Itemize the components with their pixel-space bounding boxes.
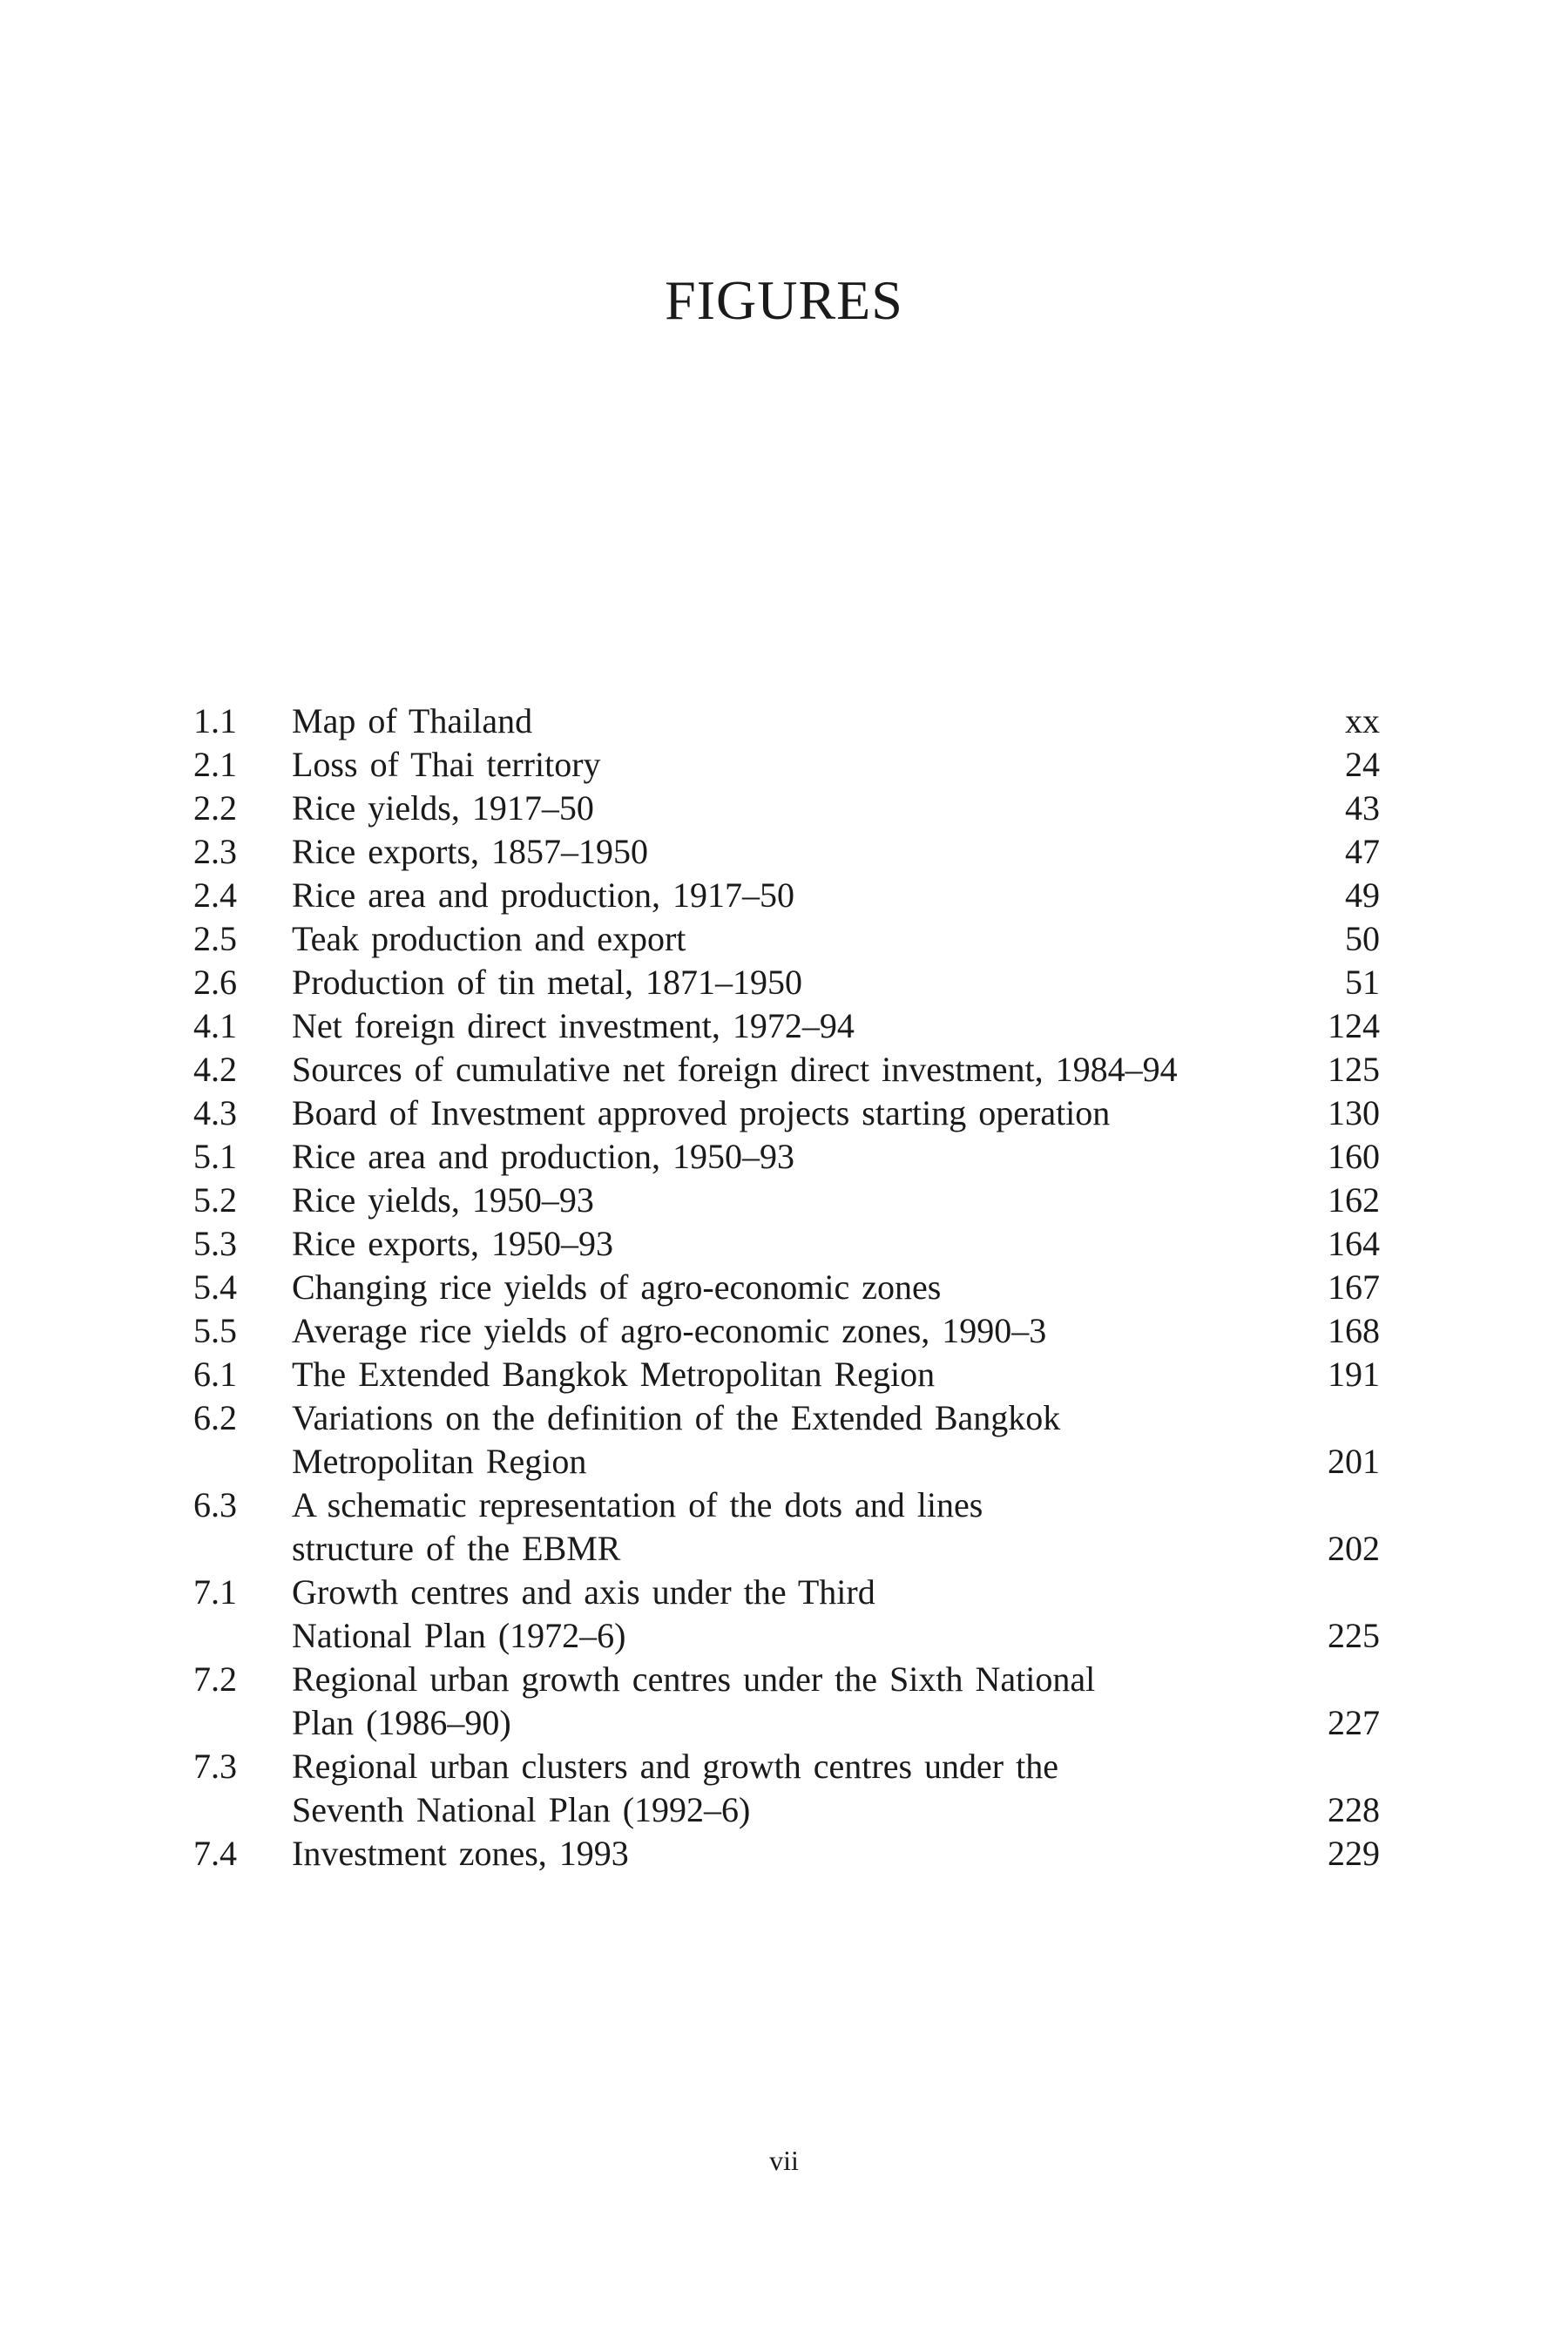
figure-number: 5.3 — [193, 1224, 237, 1263]
figure-page-number: 51 — [1345, 963, 1380, 1002]
figure-title-line: Growth centres and axis under the Third — [292, 1572, 875, 1612]
figure-title — [292, 1179, 1284, 1222]
figure-page-number: 225 — [1328, 1616, 1380, 1655]
figure-page-number: 191 — [1328, 1355, 1380, 1394]
figure-number: 5.1 — [193, 1137, 237, 1176]
figure-title-line: Rice area and production, 1917–50 — [292, 875, 794, 915]
figure-page-number: 167 — [1328, 1267, 1380, 1307]
figure-title — [292, 1135, 1284, 1179]
figure-title — [292, 1396, 1284, 1484]
figure-entry — [193, 1484, 1380, 1571]
figure-list — [193, 700, 1380, 1876]
figure-number: 7.4 — [193, 1834, 237, 1873]
figure-title-line: The Extended Bangkok Metropolitan Region — [292, 1355, 936, 1394]
figure-entry — [193, 1222, 1380, 1266]
figure-page-number: 201 — [1328, 1442, 1380, 1481]
figure-title-line: Investment zones, 1993 — [292, 1834, 629, 1873]
figure-title — [292, 961, 1284, 1004]
figure-title-line: Sources of cumulative net foreign direct investment, 1984–94 — [292, 1050, 1178, 1089]
figure-entry — [193, 1353, 1380, 1396]
figure-title-line: structure of the EBMR — [292, 1529, 621, 1568]
figure-title-line: Rice area and production, 1950–93 — [292, 1137, 794, 1176]
figure-title-line: Plan (1986–90) — [292, 1703, 511, 1742]
figure-number: 2.1 — [193, 745, 237, 784]
figure-title-line: Rice yields, 1917–50 — [292, 788, 594, 828]
figure-entry — [193, 917, 1380, 961]
figure-title-line: Rice yields, 1950–93 — [292, 1180, 594, 1220]
figure-entry — [193, 1396, 1380, 1484]
figure-title — [292, 1309, 1284, 1353]
figure-title-line: Variations on the definition of the Extended Bangkok — [292, 1398, 1061, 1437]
figure-entry — [193, 1658, 1380, 1745]
figure-title-line: Net foreign direct investment, 1972–94 — [292, 1006, 855, 1045]
figure-page-number: 130 — [1328, 1093, 1380, 1132]
figure-entry — [193, 1048, 1380, 1092]
figure-page-number: 160 — [1328, 1137, 1380, 1176]
figure-title — [292, 1484, 1284, 1571]
figure-number: 7.3 — [193, 1747, 237, 1786]
figure-title — [292, 700, 1284, 743]
page-title: FIGURES — [665, 269, 903, 331]
figure-page-number: 228 — [1328, 1790, 1380, 1829]
figure-title-line: Rice exports, 1950–93 — [292, 1224, 614, 1263]
figure-entry — [193, 1745, 1380, 1832]
figure-title-line: Regional urban growth centres under the Sixth National — [292, 1659, 1096, 1699]
figure-page-number: 49 — [1345, 875, 1380, 915]
figure-title — [292, 1048, 1284, 1092]
figure-page-number: 24 — [1345, 745, 1380, 784]
figure-title-line: Average rice yields of agro-economic zones, 1990–3 — [292, 1311, 1047, 1350]
figure-entry — [193, 961, 1380, 1004]
figure-number: 7.1 — [193, 1572, 237, 1612]
figure-title — [292, 1353, 1284, 1396]
figure-title — [292, 743, 1284, 787]
figure-page-number: xx — [1345, 701, 1380, 740]
figure-title-line: Map of Thailand — [292, 701, 533, 740]
figure-title-line: Rice exports, 1857–1950 — [292, 832, 649, 871]
figure-page-number: 124 — [1328, 1006, 1380, 1045]
figure-page-number: 47 — [1345, 832, 1380, 871]
figure-page-number: 50 — [1345, 919, 1380, 958]
figure-number: 6.1 — [193, 1355, 237, 1394]
figure-number: 5.5 — [193, 1311, 237, 1350]
figure-title — [292, 1092, 1284, 1135]
figure-title — [292, 1266, 1284, 1309]
figure-entry — [193, 1266, 1380, 1309]
figure-page-number: 229 — [1328, 1834, 1380, 1873]
figure-title-line: Metropolitan Region — [292, 1442, 587, 1481]
figure-number: 1.1 — [193, 701, 237, 740]
figure-entry — [193, 743, 1380, 787]
figure-entry — [193, 700, 1380, 743]
figure-title — [292, 1004, 1284, 1048]
figure-number: 5.2 — [193, 1180, 237, 1220]
figure-entry — [193, 1309, 1380, 1353]
figure-title-line: Changing rice yields of agro-economic zones — [292, 1267, 942, 1307]
figure-number: 2.4 — [193, 875, 237, 915]
figure-title — [292, 1658, 1284, 1745]
figure-title-line: Teak production and export — [292, 919, 686, 958]
figure-page-number: 43 — [1345, 788, 1380, 828]
figure-title-line: Loss of Thai territory — [292, 745, 601, 784]
figure-entry — [193, 1004, 1380, 1048]
figure-number: 4.2 — [193, 1050, 237, 1089]
figure-entry — [193, 1832, 1380, 1876]
figure-entry — [193, 787, 1380, 830]
figure-title-line: Seventh National Plan (1992–6) — [292, 1790, 751, 1829]
figure-page-number: 168 — [1328, 1311, 1380, 1350]
figure-entry — [193, 1179, 1380, 1222]
figure-title-line: A schematic representation of the dots and lines — [292, 1485, 983, 1524]
figure-title — [292, 830, 1284, 874]
figure-entry — [193, 1571, 1380, 1658]
figure-number: 4.1 — [193, 1006, 237, 1045]
figure-title — [292, 787, 1284, 830]
figure-number: 4.3 — [193, 1093, 237, 1132]
figure-page-number: 125 — [1328, 1050, 1380, 1089]
figure-title-line: Production of tin metal, 1871–1950 — [292, 963, 802, 1002]
figure-number: 6.2 — [193, 1398, 237, 1437]
figure-page-number: 164 — [1328, 1224, 1380, 1263]
figure-title — [292, 1222, 1284, 1266]
figure-title — [292, 1571, 1284, 1658]
figure-entry — [193, 1092, 1380, 1135]
figure-entry — [193, 830, 1380, 874]
figure-title — [292, 1832, 1284, 1876]
figure-page-number: 227 — [1328, 1703, 1380, 1742]
figure-title — [292, 874, 1284, 917]
figure-number: 2.5 — [193, 919, 237, 958]
figure-title — [292, 917, 1284, 961]
figure-number: 7.2 — [193, 1659, 237, 1699]
figure-title-line: Board of Investment approved projects starting operation — [292, 1093, 1111, 1132]
figure-title-line: National Plan (1972–6) — [292, 1616, 626, 1655]
figure-title — [292, 1745, 1284, 1832]
figure-title-line: Regional urban clusters and growth centres under the — [292, 1747, 1058, 1786]
figure-number: 6.3 — [193, 1485, 237, 1524]
figure-number: 2.6 — [193, 963, 237, 1002]
page-number: vii — [769, 2145, 799, 2176]
figure-number: 5.4 — [193, 1267, 237, 1307]
figure-entry — [193, 1135, 1380, 1179]
figure-number: 2.3 — [193, 832, 237, 871]
figure-number: 2.2 — [193, 788, 237, 828]
figure-page-number: 202 — [1328, 1529, 1380, 1568]
figure-entry — [193, 874, 1380, 917]
figure-page-number: 162 — [1328, 1180, 1380, 1220]
